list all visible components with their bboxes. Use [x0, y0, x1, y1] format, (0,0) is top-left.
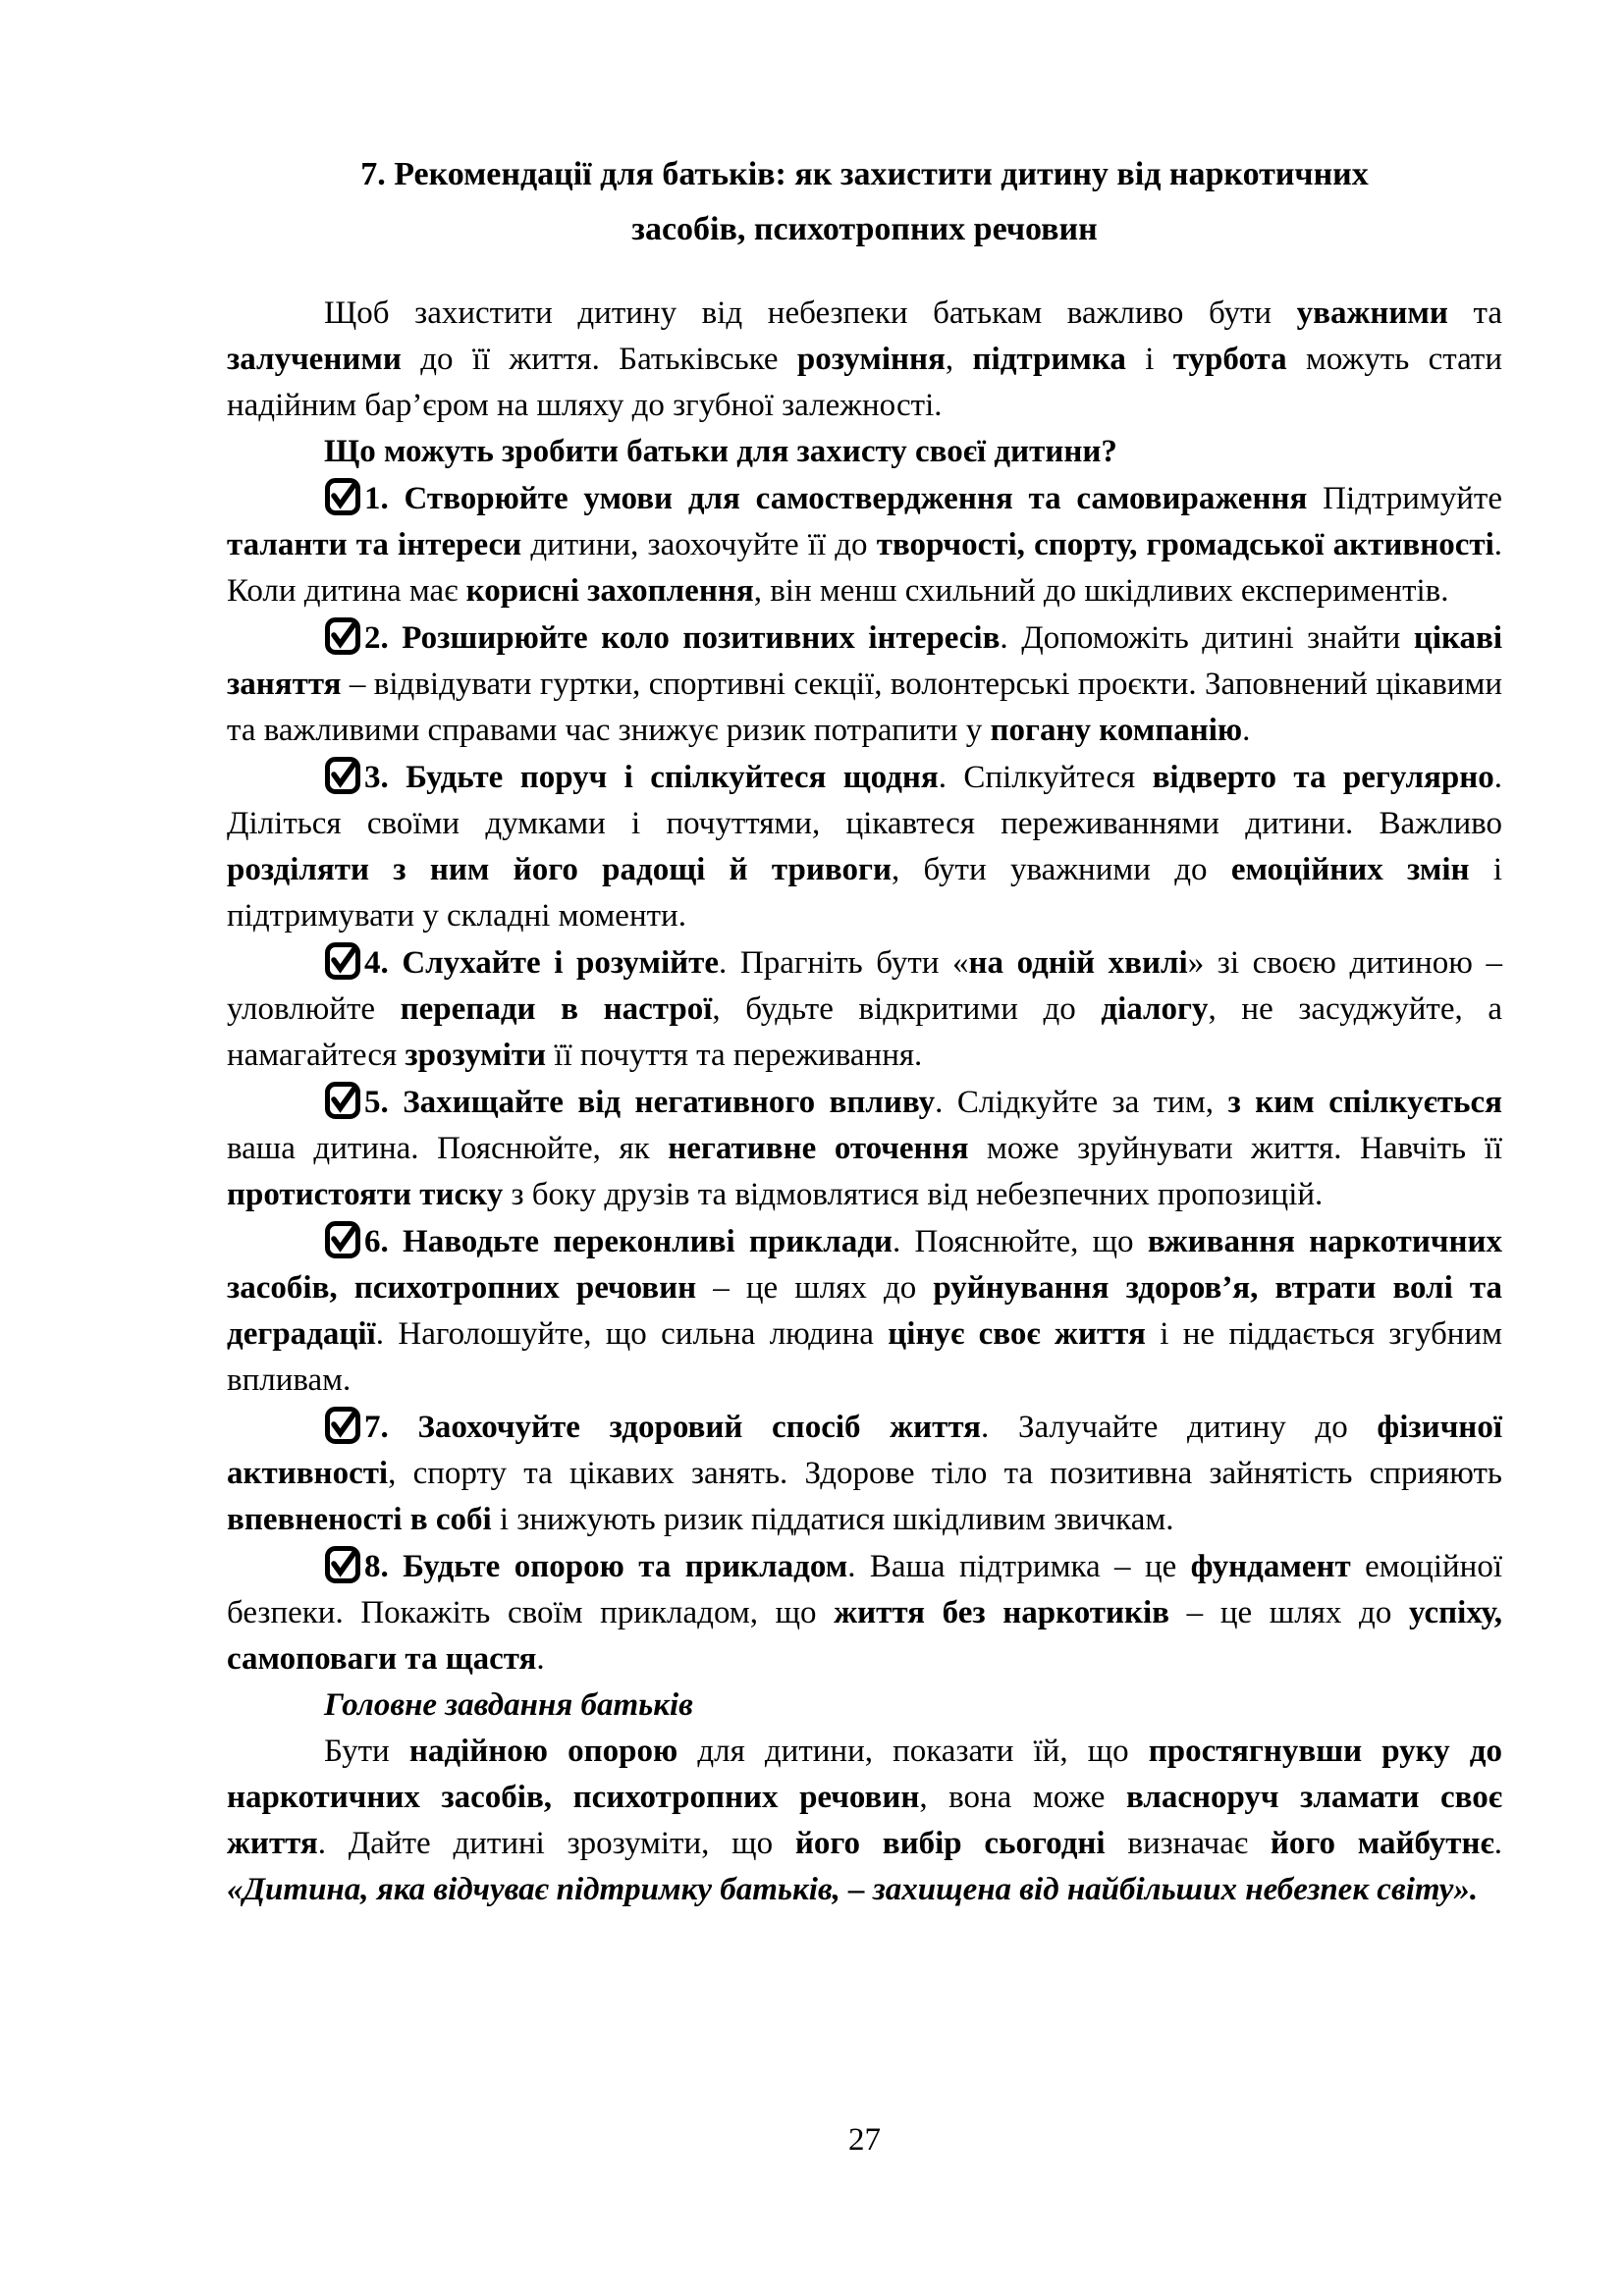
text-run: . Залучайте дитину до — [981, 1410, 1378, 1445]
text-run: погану компанію — [990, 713, 1243, 748]
text-run: – це шлях до — [696, 1270, 934, 1306]
text-run: . Пояснюйте, що — [893, 1224, 1148, 1259]
text-run: руйнування здоров’я, втрати волі та деградації — [227, 1270, 1503, 1352]
question-line — [227, 429, 1502, 475]
text-run: . Наголошуйте, що сильна людина — [375, 1316, 889, 1352]
text-run: і не піддається згубним впливам. — [227, 1316, 1503, 1398]
text-run: до її життя. Батьківське — [401, 342, 797, 377]
text-run: простягнувши руку до наркотичних засобів, психотропних речовин — [227, 1734, 1502, 1815]
text-run: , він менш схильний до шкідливих експериментів. — [753, 573, 1449, 609]
item-2 — [227, 614, 1502, 754]
text-run: відверто та регулярно — [1152, 760, 1494, 795]
text-run: Підтримуйте — [1307, 481, 1502, 516]
text-run: 5. Захищайте від негативного впливу — [364, 1085, 936, 1120]
text-run: – це шлях до — [1169, 1595, 1409, 1630]
text-run: з боку друзів та відмовлятися від небезпечних пропозицій. — [503, 1177, 1324, 1212]
page-number: 27 — [848, 2122, 881, 2158]
checked-checkbox-icon — [324, 1543, 361, 1584]
text-run: , вона може — [919, 1780, 1126, 1815]
text-run: ваша дитина. Пояснюйте, як — [227, 1131, 669, 1166]
item-6 — [227, 1218, 1502, 1404]
text-run: «Дитина, яка відчуває підтримку батьків, – захищена від найбільших небезпек світу». — [227, 1872, 1479, 1907]
text-run: 2. Розширюйте коло позитивних інтересів — [364, 620, 1001, 656]
text-run: зрозуміти — [405, 1038, 547, 1073]
page-title — [227, 147, 1502, 257]
text-run: . Слідкуйте за тим, — [935, 1085, 1228, 1120]
text-run: , бути уважними до — [891, 852, 1231, 887]
text-run: Бути — [324, 1734, 409, 1769]
text-run: залученими — [227, 342, 402, 377]
text-run: і — [1125, 342, 1173, 377]
text-run: надійною опорою — [408, 1734, 678, 1769]
item-4 — [227, 939, 1502, 1079]
text-run: таланти та інтереси — [227, 527, 522, 562]
text-run: впевненості в собі — [227, 1502, 492, 1537]
checked-checkbox-icon — [324, 1218, 361, 1259]
text-run: . Коли дитина має — [227, 527, 1503, 609]
page-title-line-1: 7. Рекомендації для батьків: як захистити дитину від наркотичних — [360, 156, 1369, 192]
text-run: . Прагніть бути « — [719, 945, 969, 981]
text-run: . Діліться своїми думками і почуттями, цікавтеся переживаннями дитини. Важливо — [227, 760, 1503, 841]
text-run: з ким спілкується — [1227, 1085, 1503, 1120]
text-run: 8. Будьте опорою та прикладом — [364, 1549, 848, 1584]
text-run: перепади в настрої — [400, 991, 713, 1027]
text-run: 7. Заохочуйте здоровий спосіб життя — [364, 1410, 981, 1445]
text-run: Щоб захистити дитину від небезпеки батькам важливо бути — [324, 295, 1297, 331]
text-run: його майбутнє — [1270, 1826, 1494, 1861]
text-run: , спорту та цікавих занять. Здорове тіло та позитивна зайнятість сприяють — [388, 1456, 1502, 1491]
text-run: . Ваша підтримка – це — [847, 1549, 1191, 1584]
text-run: цінує своє життя — [888, 1316, 1146, 1352]
intro-paragraph — [227, 291, 1502, 429]
text-run: 3. Будьте поруч і спілкуйтеся щодня — [364, 760, 939, 795]
text-run: розуміння — [796, 342, 946, 377]
text-run: 4. Слухайте і розумійте — [364, 945, 720, 981]
text-run: – відвідувати гуртки, спортивні секції, волонтерські проєкти. Заповнений цікавими та важливими справами час знижує ризик потрапити у — [227, 667, 1502, 748]
text-run: . Спілкуйтеся — [938, 760, 1153, 795]
document-body — [227, 291, 1502, 1913]
text-run: емоційних змін — [1230, 852, 1470, 887]
text-run: . — [536, 1641, 545, 1677]
text-run: власноруч зламати своє життя — [227, 1780, 1502, 1861]
item-1 — [227, 475, 1502, 614]
item-5 — [227, 1079, 1502, 1218]
text-run: , не засуджуйте, а намагайтеся — [227, 991, 1503, 1073]
text-run: емоційної безпеки. Покажіть своїм прикладом, що — [227, 1549, 1502, 1630]
text-run: творчості, спорту, громадської активності — [876, 527, 1494, 562]
text-run: вживання наркотичних засобів, психотропних речовин — [227, 1224, 1503, 1306]
text-run: визначає — [1105, 1826, 1271, 1861]
checked-checkbox-icon — [324, 939, 361, 981]
text-run: може зруйнувати життя. Навчіть її — [968, 1131, 1502, 1166]
text-run: можуть стати надійним бар’єром на шляху до згубної залежності. — [227, 342, 1503, 423]
page-title-line-2: засобів, психотропних речовин — [631, 211, 1098, 247]
checked-checkbox-icon — [324, 614, 361, 656]
text-run: уважними — [1296, 295, 1448, 331]
item-3 — [227, 754, 1502, 939]
text-run: 1. Створюйте умови для самоствердження та самовираження — [364, 481, 1308, 516]
item-8 — [227, 1543, 1502, 1682]
text-run: і підтримувати у складні моменти. — [227, 852, 1502, 934]
text-run: , — [945, 342, 973, 377]
text-run: . — [1242, 713, 1251, 748]
text-run: . — [1493, 1826, 1502, 1861]
text-run: розділяти з ним його радощі й тривоги — [227, 852, 892, 887]
text-run: . Дайте дитині зрозуміти, що — [317, 1826, 795, 1861]
text-run: Головне завдання батьків — [324, 1687, 693, 1723]
text-run: для дитини, показати їй, що — [677, 1734, 1149, 1769]
text-run: діалогу — [1101, 991, 1209, 1027]
checked-checkbox-icon — [324, 754, 361, 795]
text-run: протистояти тиску — [227, 1177, 504, 1212]
text-run: . Допоможіть дитині знайти — [1000, 620, 1414, 656]
text-run: його вибір сьогодні — [794, 1826, 1106, 1861]
text-run: цікаві заняття — [227, 620, 1502, 702]
text-run: підтримка — [972, 342, 1126, 377]
text-run: , будьте відкритими до — [712, 991, 1102, 1027]
text-run: фундамент — [1190, 1549, 1351, 1584]
text-run: і знижують ризик піддатися шкідливим звичкам. — [491, 1502, 1174, 1537]
text-run: Що можуть зробити батьки для захисту своєї дитини? — [324, 434, 1117, 469]
text-run: та — [1447, 295, 1502, 331]
text-run: на одній хвилі — [968, 945, 1188, 981]
closing-paragraph — [227, 1729, 1502, 1913]
text-run: її почуття та переживання. — [546, 1038, 923, 1073]
text-run: 6. Наводьте переконливі приклади — [364, 1224, 893, 1259]
text-run: корисні захоплення — [465, 573, 754, 609]
text-run: негативне оточення — [668, 1131, 969, 1166]
text-run: » зі своєю дитиною – уловлюйте — [227, 945, 1502, 1027]
checked-checkbox-icon — [324, 475, 361, 516]
text-run: успіху, самоповаги та щастя — [227, 1595, 1502, 1677]
subheading-main-task — [227, 1682, 1502, 1729]
text-run: фізичної активності — [227, 1410, 1502, 1491]
checked-checkbox-icon — [324, 1079, 361, 1120]
text-run: турбота — [1172, 342, 1287, 377]
item-7 — [227, 1404, 1502, 1543]
text-run: дитини, заохочуйте її до — [521, 527, 877, 562]
text-run: життя без наркотиків — [834, 1595, 1170, 1630]
checked-checkbox-icon — [324, 1404, 361, 1445]
